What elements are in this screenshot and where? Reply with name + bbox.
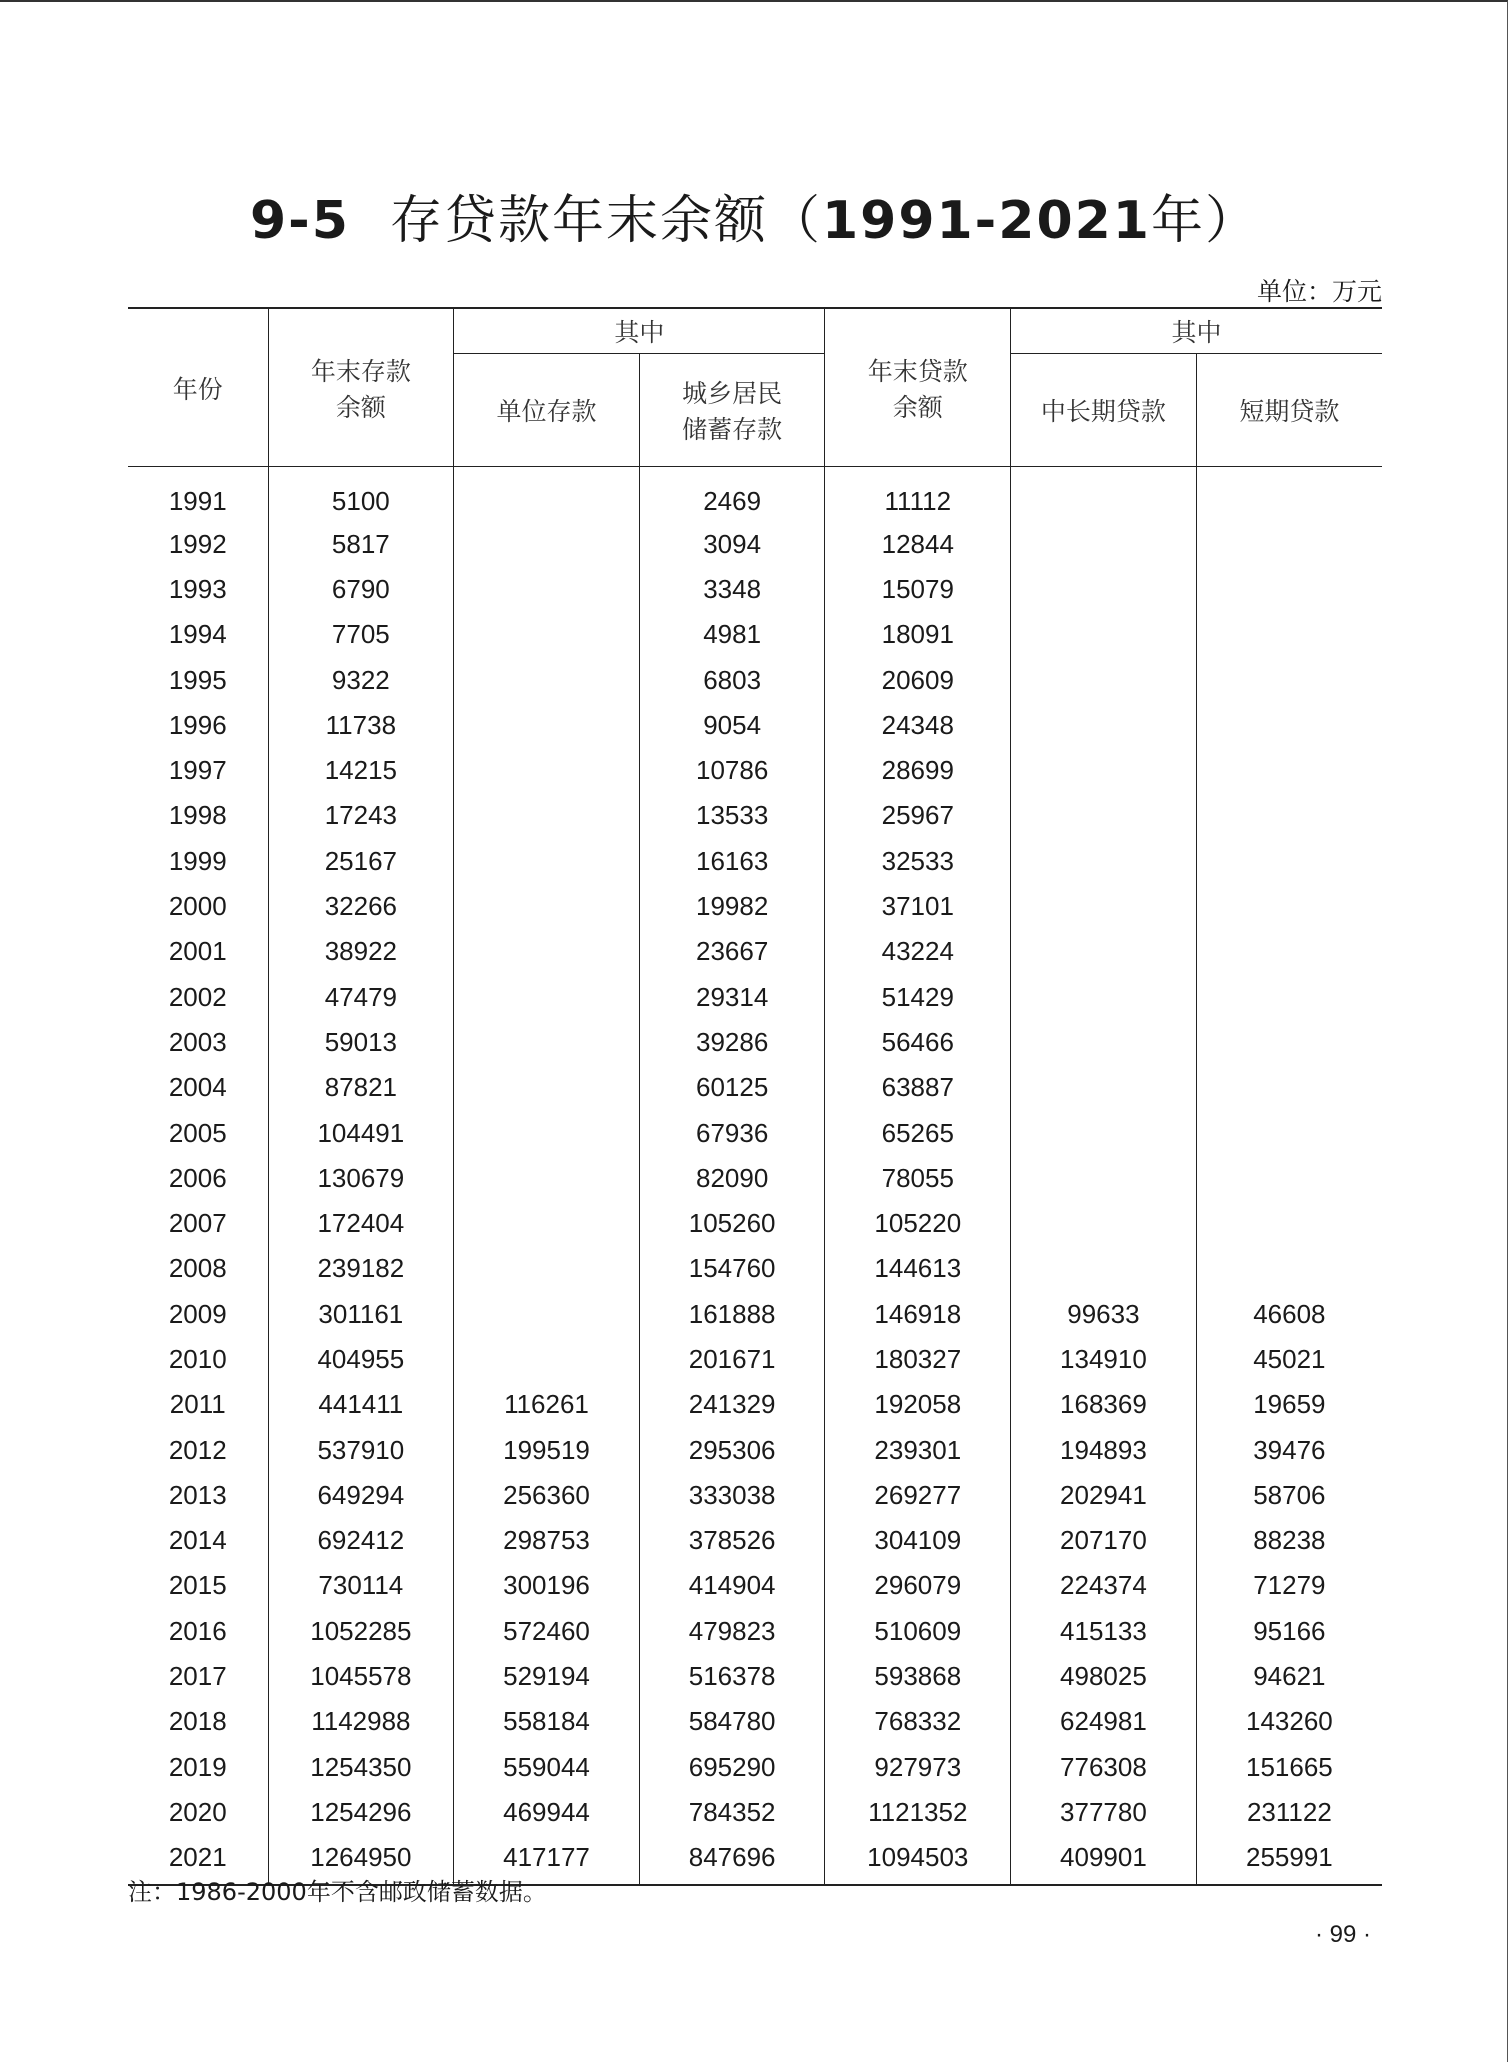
cell-unit-deposit: [454, 883, 640, 928]
cell-resident-savings: 4981: [639, 612, 825, 657]
cell-short-term-loan: 58706: [1196, 1472, 1382, 1517]
cell-year: 2002: [168, 981, 227, 1012]
cell-long-term-loan: [1011, 793, 1197, 838]
cell-unit-deposit: [454, 657, 640, 702]
header-year: 年份: [128, 308, 268, 467]
cell-unit-deposit: [454, 1291, 640, 1336]
cell-unit-deposit: [454, 612, 640, 657]
table-row: [128, 1563, 1382, 1608]
cell-resident-savings: 3094: [639, 521, 825, 566]
cell-long-term-loan: [1011, 747, 1197, 792]
cell-short-term-loan: [1196, 1246, 1382, 1291]
cell-year: 2010: [168, 1343, 227, 1374]
cell-short-term-loan: [1196, 1155, 1382, 1200]
cell-short-term-loan: 255991: [1196, 1835, 1382, 1885]
cell-loan-total: 927973: [825, 1744, 1011, 1789]
cell-year: 2015: [168, 1570, 227, 1601]
cell-resident-savings: 695290: [639, 1744, 825, 1789]
cell-long-term-loan: [1011, 566, 1197, 611]
cell-year: 2011: [169, 1389, 226, 1420]
cell-year: 2020: [168, 1796, 227, 1827]
cell-deposit-total: 172404: [268, 1200, 454, 1245]
cell-year: 2021: [128, 1835, 268, 1885]
cell-long-term-loan: 207170: [1011, 1518, 1197, 1563]
cell-short-term-loan: [1196, 702, 1382, 747]
unit-label: 单位：万元: [1256, 277, 1382, 306]
cell-deposit-total: 25167: [268, 838, 454, 883]
cell-deposit-total: 1254350: [268, 1744, 454, 1789]
cell-unit-deposit: [454, 1200, 640, 1245]
cell-loan-total: 65265: [825, 1110, 1011, 1155]
header-unit-deposit: 单位存款: [454, 354, 640, 467]
cell-unit-deposit: [454, 1246, 640, 1291]
cell-year: 1997: [168, 755, 227, 786]
cell-unit-deposit: 558184: [454, 1699, 640, 1744]
cell-year: 2018: [168, 1706, 227, 1737]
cell-loan-total: 15079: [825, 566, 1011, 611]
table-row: [128, 1291, 1382, 1336]
cell-deposit-total: 11738: [268, 702, 454, 747]
cell-unit-deposit: 300196: [454, 1563, 640, 1608]
cell-short-term-loan: [1196, 974, 1382, 1019]
table-row: [128, 1200, 1382, 1245]
cell-deposit-total: 38922: [268, 929, 454, 974]
table-row: [128, 1246, 1382, 1291]
cell-loan-total: 1094503: [825, 1835, 1011, 1885]
table-row: [128, 1472, 1382, 1517]
cell-year: 2005: [168, 1117, 227, 1148]
cell-long-term-loan: [1011, 1200, 1197, 1245]
cell-year: 2000: [168, 891, 227, 922]
cell-year: 2001: [168, 936, 227, 967]
table-row: [128, 1065, 1382, 1110]
cell-short-term-loan: [1196, 521, 1382, 566]
cell-deposit-total: 441411: [268, 1382, 454, 1427]
cell-unit-deposit: 256360: [454, 1472, 640, 1517]
cell-short-term-loan: [1196, 793, 1382, 838]
cell-resident-savings: 105260: [639, 1200, 825, 1245]
cell-unit-deposit: [454, 1110, 640, 1155]
cell-loan-total: 144613: [825, 1246, 1011, 1291]
cell-long-term-loan: [1011, 883, 1197, 928]
cell-year: 2012: [168, 1434, 227, 1465]
cell-deposit-total: 59013: [268, 1019, 454, 1064]
cell-loan-total: 51429: [825, 974, 1011, 1019]
cell-unit-deposit: [454, 521, 640, 566]
cell-short-term-loan: [1196, 1200, 1382, 1245]
header-long-term-loan: 中长期贷款: [1011, 354, 1197, 467]
cell-loan-total: 78055: [825, 1155, 1011, 1200]
cell-short-term-loan: [1196, 883, 1382, 928]
cell-deposit-total: 6790: [268, 566, 454, 611]
cell-resident-savings: 847696: [639, 1835, 825, 1885]
cell-short-term-loan: 95166: [1196, 1608, 1382, 1653]
table-row: [128, 657, 1382, 702]
header-short-term-loan: 短期贷款: [1196, 354, 1382, 467]
cell-loan-total: 304109: [825, 1518, 1011, 1563]
cell-short-term-loan: 45021: [1196, 1336, 1382, 1381]
cell-year: 1991: [168, 486, 227, 516]
cell-year: 1993: [168, 573, 227, 604]
table-row: [128, 1699, 1382, 1744]
cell-deposit-total: 32266: [268, 883, 454, 928]
cell-unit-deposit: 572460: [454, 1608, 640, 1653]
cell-deposit-total: 1254296: [268, 1789, 454, 1834]
cell-loan-total: 28699: [825, 747, 1011, 792]
cell-unit-deposit: 469944: [454, 1789, 640, 1834]
cell-year: 1992: [168, 528, 227, 559]
cell-year: 1994: [168, 619, 227, 650]
cell-deposit-total: 14215: [268, 747, 454, 792]
cell-resident-savings: 516378: [639, 1653, 825, 1698]
cell-year: 2009: [168, 1298, 227, 1329]
cell-resident-savings: 2469: [639, 467, 825, 522]
cell-deposit-total: 1052285: [268, 1608, 454, 1653]
cell-long-term-loan: 194893: [1011, 1427, 1197, 1472]
cell-year: 2007: [168, 1208, 227, 1239]
cell-deposit-total: 692412: [268, 1518, 454, 1563]
cell-resident-savings: 241329: [639, 1382, 825, 1427]
cell-deposit-total: 404955: [268, 1336, 454, 1381]
cell-year: 2008: [168, 1253, 227, 1284]
cell-resident-savings: 29314: [639, 974, 825, 1019]
cell-resident-savings: 9054: [639, 702, 825, 747]
cell-loan-total: 768332: [825, 1699, 1011, 1744]
cell-resident-savings: 39286: [639, 1019, 825, 1064]
cell-unit-deposit: [454, 702, 640, 747]
table-body: [128, 467, 1382, 1885]
cell-long-term-loan: [1011, 838, 1197, 883]
cell-deposit-total: 104491: [268, 1110, 454, 1155]
table-row: [128, 747, 1382, 792]
cell-unit-deposit: [454, 467, 640, 522]
cell-loan-total: 180327: [825, 1336, 1011, 1381]
cell-deposit-total: 239182: [268, 1246, 454, 1291]
cell-year: 1998: [168, 800, 227, 831]
cell-resident-savings: 201671: [639, 1336, 825, 1381]
table-row: [128, 1608, 1382, 1653]
cell-unit-deposit: [454, 1019, 640, 1064]
cell-resident-savings: 584780: [639, 1699, 825, 1744]
cell-loan-total: 11112: [825, 467, 1011, 522]
cell-year: 2006: [168, 1162, 227, 1193]
cell-unit-deposit: [454, 838, 640, 883]
cell-resident-savings: 378526: [639, 1518, 825, 1563]
cell-long-term-loan: [1011, 1246, 1197, 1291]
cell-deposit-total: 537910: [268, 1427, 454, 1472]
header-loan-total: 年末贷款 余额: [825, 308, 1011, 467]
table-row: [128, 1382, 1382, 1427]
cell-short-term-loan: [1196, 1065, 1382, 1110]
cell-long-term-loan: 202941: [1011, 1472, 1197, 1517]
cell-year: 2013: [168, 1479, 227, 1510]
cell-deposit-total: 130679: [268, 1155, 454, 1200]
cell-deposit-total: 17243: [268, 793, 454, 838]
cell-unit-deposit: 199519: [454, 1427, 640, 1472]
cell-long-term-loan: 776308: [1011, 1744, 1197, 1789]
cell-resident-savings: 154760: [639, 1246, 825, 1291]
cell-short-term-loan: [1196, 566, 1382, 611]
cell-resident-savings: 333038: [639, 1472, 825, 1517]
cell-resident-savings: 6803: [639, 657, 825, 702]
cell-long-term-loan: 377780: [1011, 1789, 1197, 1834]
cell-long-term-loan: 409901: [1011, 1835, 1197, 1885]
cell-unit-deposit: [454, 929, 640, 974]
cell-long-term-loan: 168369: [1011, 1382, 1197, 1427]
cell-long-term-loan: 415133: [1011, 1608, 1197, 1653]
cell-year: 1999: [168, 845, 227, 876]
cell-loan-total: 105220: [825, 1200, 1011, 1245]
cell-deposit-total: 649294: [268, 1472, 454, 1517]
cell-long-term-loan: [1011, 1019, 1197, 1064]
cell-short-term-loan: 151665: [1196, 1744, 1382, 1789]
table-row: [128, 566, 1382, 611]
cell-loan-total: 18091: [825, 612, 1011, 657]
title-text: 存贷款年末余额（: [389, 191, 822, 251]
cell-deposit-total: 5100: [268, 467, 454, 522]
table-row: [128, 883, 1382, 928]
cell-long-term-loan: 624981: [1011, 1699, 1197, 1744]
cell-long-term-loan: [1011, 1155, 1197, 1200]
cell-unit-deposit: [454, 1065, 640, 1110]
cell-short-term-loan: [1196, 612, 1382, 657]
cell-unit-deposit: [454, 747, 640, 792]
table-row: [128, 1019, 1382, 1064]
cell-short-term-loan: 39476: [1196, 1427, 1382, 1472]
page-title: [0, 178, 1509, 253]
cell-unit-deposit: 417177: [454, 1835, 640, 1885]
header-deposit-total: 年末存款 余额: [268, 308, 454, 467]
title-suffix: 年）: [1151, 191, 1260, 251]
cell-long-term-loan: [1011, 929, 1197, 974]
cell-resident-savings: 16163: [639, 838, 825, 883]
cell-loan-total: 510609: [825, 1608, 1011, 1653]
cell-year: 2003: [168, 1026, 227, 1057]
table-row: [128, 1653, 1382, 1698]
cell-loan-total: 1121352: [825, 1789, 1011, 1834]
cell-unit-deposit: [454, 566, 640, 611]
cell-resident-savings: 23667: [639, 929, 825, 974]
cell-resident-savings: 161888: [639, 1291, 825, 1336]
cell-loan-total: 296079: [825, 1563, 1011, 1608]
cell-deposit-total: 730114: [268, 1563, 454, 1608]
cell-short-term-loan: 94621: [1196, 1653, 1382, 1698]
cell-loan-total: 192058: [825, 1382, 1011, 1427]
cell-unit-deposit: 298753: [454, 1518, 640, 1563]
cell-short-term-loan: [1196, 467, 1382, 522]
cell-deposit-total: 1142988: [268, 1699, 454, 1744]
cell-loan-total: 239301: [825, 1427, 1011, 1472]
data-table: [128, 307, 1382, 1886]
header-deposit-group: 其中: [454, 308, 825, 354]
cell-short-term-loan: [1196, 747, 1382, 792]
table-row: [128, 793, 1382, 838]
table-row: [128, 702, 1382, 747]
table-row: [128, 612, 1382, 657]
cell-long-term-loan: [1011, 657, 1197, 702]
cell-loan-total: 12844: [825, 521, 1011, 566]
cell-year: 2017: [168, 1661, 227, 1692]
cell-unit-deposit: [454, 974, 640, 1019]
cell-resident-savings: 784352: [639, 1789, 825, 1834]
header-resident-savings: 城乡居民 储蓄存款: [639, 354, 825, 467]
cell-loan-total: 63887: [825, 1065, 1011, 1110]
cell-deposit-total: 87821: [268, 1065, 454, 1110]
cell-resident-savings: 13533: [639, 793, 825, 838]
cell-year: 1995: [168, 664, 227, 695]
cell-deposit-total: 301161: [268, 1291, 454, 1336]
cell-year: 2004: [168, 1072, 227, 1103]
cell-unit-deposit: [454, 793, 640, 838]
cell-long-term-loan: [1011, 612, 1197, 657]
cell-deposit-total: 5817: [268, 521, 454, 566]
cell-short-term-loan: 71279: [1196, 1563, 1382, 1608]
cell-resident-savings: 479823: [639, 1608, 825, 1653]
cell-resident-savings: 82090: [639, 1155, 825, 1200]
cell-deposit-total: 9322: [268, 657, 454, 702]
cell-loan-total: 20609: [825, 657, 1011, 702]
cell-long-term-loan: [1011, 1110, 1197, 1155]
cell-loan-total: 32533: [825, 838, 1011, 883]
cell-resident-savings: 414904: [639, 1563, 825, 1608]
cell-short-term-loan: 143260: [1196, 1699, 1382, 1744]
cell-year: 2014: [168, 1525, 227, 1556]
cell-long-term-loan: [1011, 1065, 1197, 1110]
cell-short-term-loan: [1196, 1110, 1382, 1155]
cell-unit-deposit: [454, 1155, 640, 1200]
cell-loan-total: 25967: [825, 793, 1011, 838]
cell-short-term-loan: [1196, 929, 1382, 974]
cell-unit-deposit: 116261: [454, 1382, 640, 1427]
cell-deposit-total: 1045578: [268, 1653, 454, 1698]
cell-year: 2019: [168, 1751, 227, 1782]
cell-unit-deposit: [454, 1336, 640, 1381]
table-row: [128, 1336, 1382, 1381]
cell-short-term-loan: 231122: [1196, 1789, 1382, 1834]
cell-resident-savings: 19982: [639, 883, 825, 928]
cell-resident-savings: 3348: [639, 566, 825, 611]
cell-long-term-loan: [1011, 974, 1197, 1019]
cell-short-term-loan: [1196, 838, 1382, 883]
cell-year: 1996: [168, 709, 227, 740]
cell-deposit-total: 47479: [268, 974, 454, 1019]
cell-long-term-loan: 498025: [1011, 1653, 1197, 1698]
table-row: [128, 838, 1382, 883]
cell-year: 2016: [168, 1615, 227, 1646]
cell-deposit-total: 7705: [268, 612, 454, 657]
cell-resident-savings: 67936: [639, 1110, 825, 1155]
cell-resident-savings: 60125: [639, 1065, 825, 1110]
cell-long-term-loan: 99633: [1011, 1291, 1197, 1336]
cell-short-term-loan: 88238: [1196, 1518, 1382, 1563]
cell-unit-deposit: 529194: [454, 1653, 640, 1698]
cell-short-term-loan: 46608: [1196, 1291, 1382, 1336]
cell-deposit-total: 1264950: [268, 1835, 454, 1885]
table-row: [128, 1744, 1382, 1789]
table-row: [128, 974, 1382, 1019]
cell-short-term-loan: 19659: [1196, 1382, 1382, 1427]
table-row: [128, 1110, 1382, 1155]
table-header: [128, 308, 1382, 467]
footnote: 注：1986-2000年不含邮政储蓄数据。: [128, 1878, 547, 1906]
cell-loan-total: 269277: [825, 1472, 1011, 1517]
table-row: [128, 1518, 1382, 1563]
table-row: [128, 521, 1382, 566]
table-row: [128, 1155, 1382, 1200]
table-row: [128, 1789, 1382, 1834]
table-number: 9-5: [249, 191, 350, 251]
cell-loan-total: 37101: [825, 883, 1011, 928]
cell-loan-total: 24348: [825, 702, 1011, 747]
cell-loan-total: 43224: [825, 929, 1011, 974]
cell-unit-deposit: 559044: [454, 1744, 640, 1789]
page-number: · 99 ·: [1314, 1921, 1371, 1948]
cell-short-term-loan: [1196, 1019, 1382, 1064]
cell-loan-total: 593868: [825, 1653, 1011, 1698]
cell-loan-total: 56466: [825, 1019, 1011, 1064]
title-years: 1991-2021: [821, 191, 1151, 251]
cell-long-term-loan: [1011, 521, 1197, 566]
cell-resident-savings: 10786: [639, 747, 825, 792]
cell-resident-savings: 295306: [639, 1427, 825, 1472]
header-loan-group: 其中: [1011, 308, 1382, 354]
cell-loan-total: 146918: [825, 1291, 1011, 1336]
cell-short-term-loan: [1196, 657, 1382, 702]
table-row: [128, 467, 1382, 522]
table-row: [128, 1427, 1382, 1472]
cell-long-term-loan: [1011, 467, 1197, 522]
table-row: [128, 929, 1382, 974]
cell-long-term-loan: 134910: [1011, 1336, 1197, 1381]
cell-long-term-loan: [1011, 702, 1197, 747]
cell-long-term-loan: 224374: [1011, 1563, 1197, 1608]
